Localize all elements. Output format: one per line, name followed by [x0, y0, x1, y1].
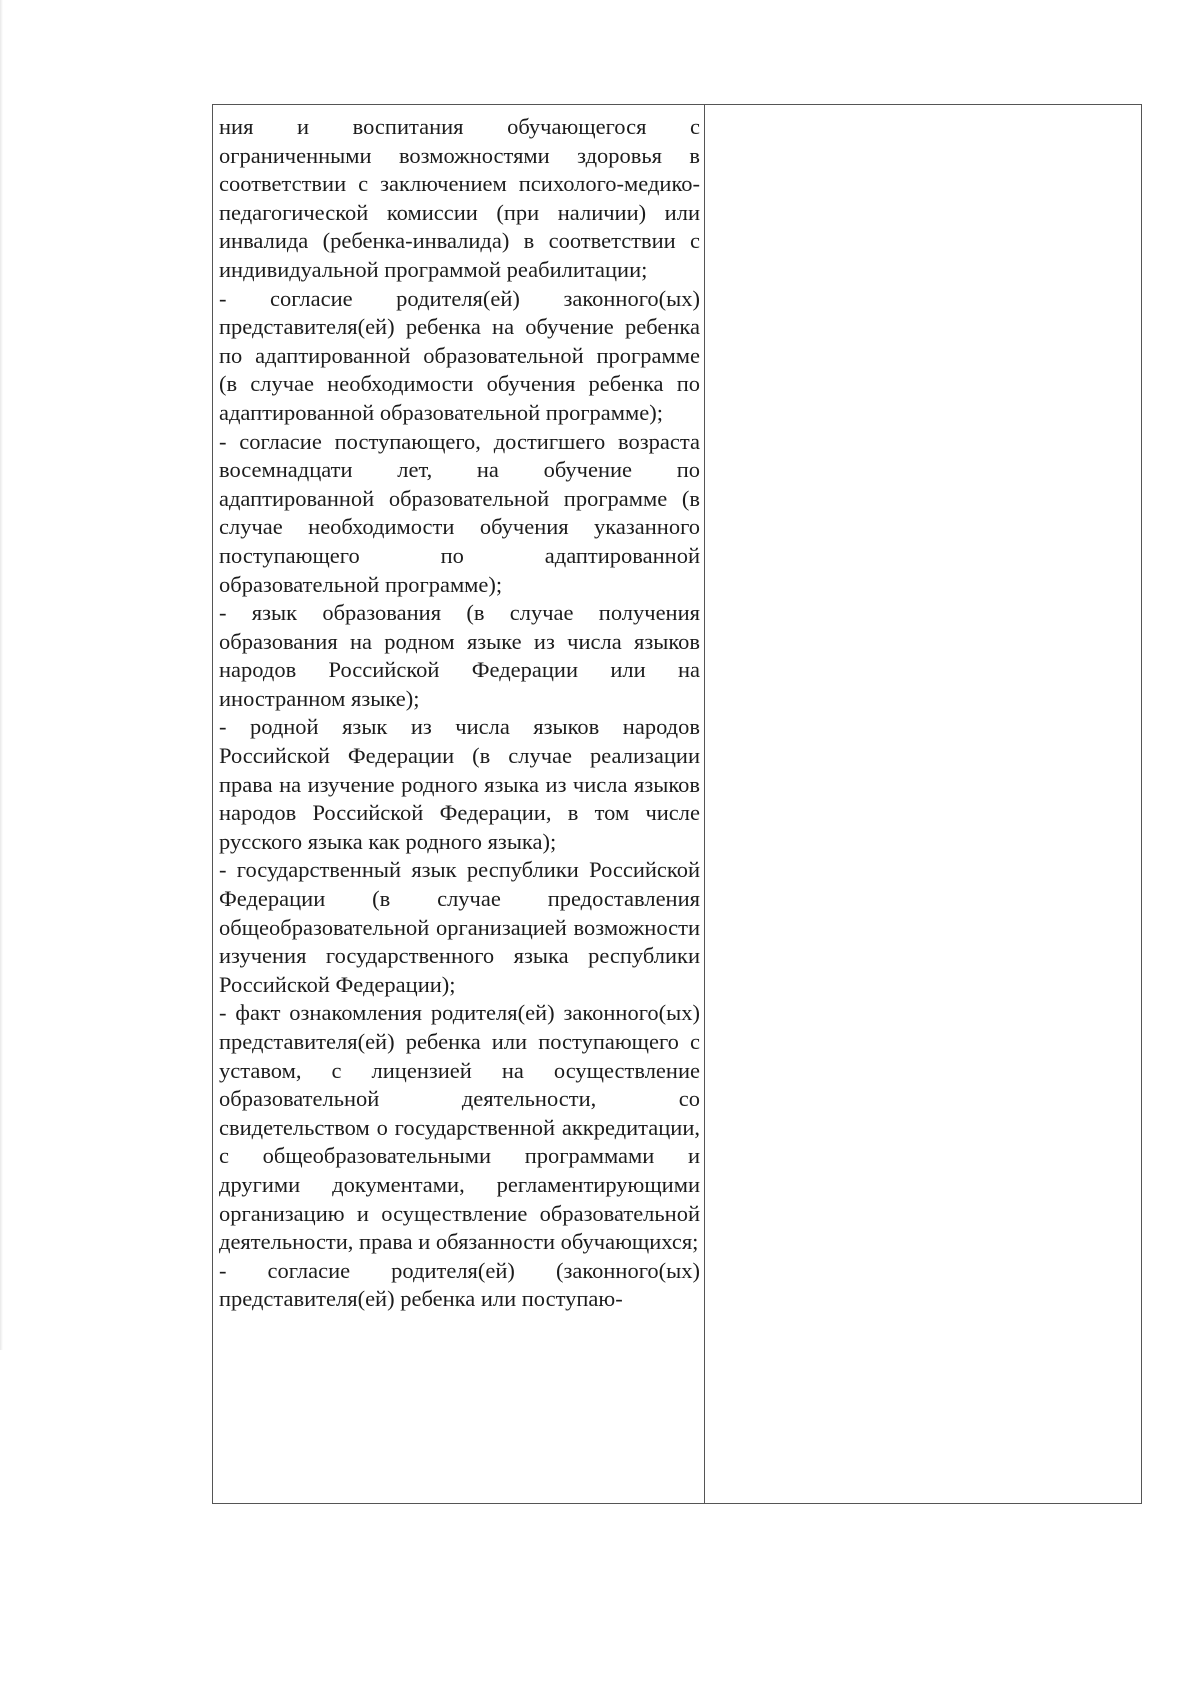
- scan-edge-shadow: [0, 0, 3, 1350]
- paragraph-1: ния и воспитания обучающегося с ограниченными возможностями здоровья в соответствии с заключением психолого-медико-педагогической комиссии (при наличии) или инвалида (ребенка-инвалида) в соответствии с индивидуальной программой реабилитации;: [219, 114, 700, 282]
- paragraph-6: - государственный язык республики Российской Федерации (в случае предоставления общеобразовательной организацией возможности изучения государственного языка республики Российской Федерации);: [219, 857, 700, 997]
- paragraph-4: - язык образования (в случае получения образования на родном языке из числа языков народов Российской Федерации или на иностранном языке);: [219, 600, 700, 711]
- paragraph-5: - родной язык из числа языков народов Российской Федерации (в случае реализации права на изучение родного языка из числа языков народов Российской Федерации, в том числе русского языка как родного языка);: [219, 714, 700, 854]
- table-cell-right: [705, 105, 1141, 1503]
- paragraph-3: - согласие поступающего, достигшего возраста восемнадцати лет, на обучение по адаптированной образовательной программе (в случае необходимости обучения указанного поступающего по адаптированной образовательной программе);: [219, 428, 700, 597]
- document-table: [212, 104, 1142, 1504]
- paragraph-8: - согласие родителя(ей) (законного(ых) представителя(ей) ребенка или поступаю-: [219, 1257, 700, 1312]
- paragraph-7: - факт ознакомления родителя(ей) законного(ых) представителя(ей) ребенка или поступающего с уставом, с лицензией на осуществление образовательной деятельности, со свидетельством о государственной аккредитации, с общеобразовательными программами и другими документами, регламентирующими организацию и осуществление образовательной деятельности, права и обязанности обучающихся;: [219, 1000, 700, 1255]
- paragraph-2: - согласие родителя(ей) законного(ых) представителя(ей) ребенка на обучение ребенка по адаптированной образовательной программе (в случае необходимости обучения ребенка по адаптированной образовательной программе);: [219, 285, 700, 425]
- table-cell-left: [213, 105, 705, 1503]
- cell-text: [219, 113, 700, 1314]
